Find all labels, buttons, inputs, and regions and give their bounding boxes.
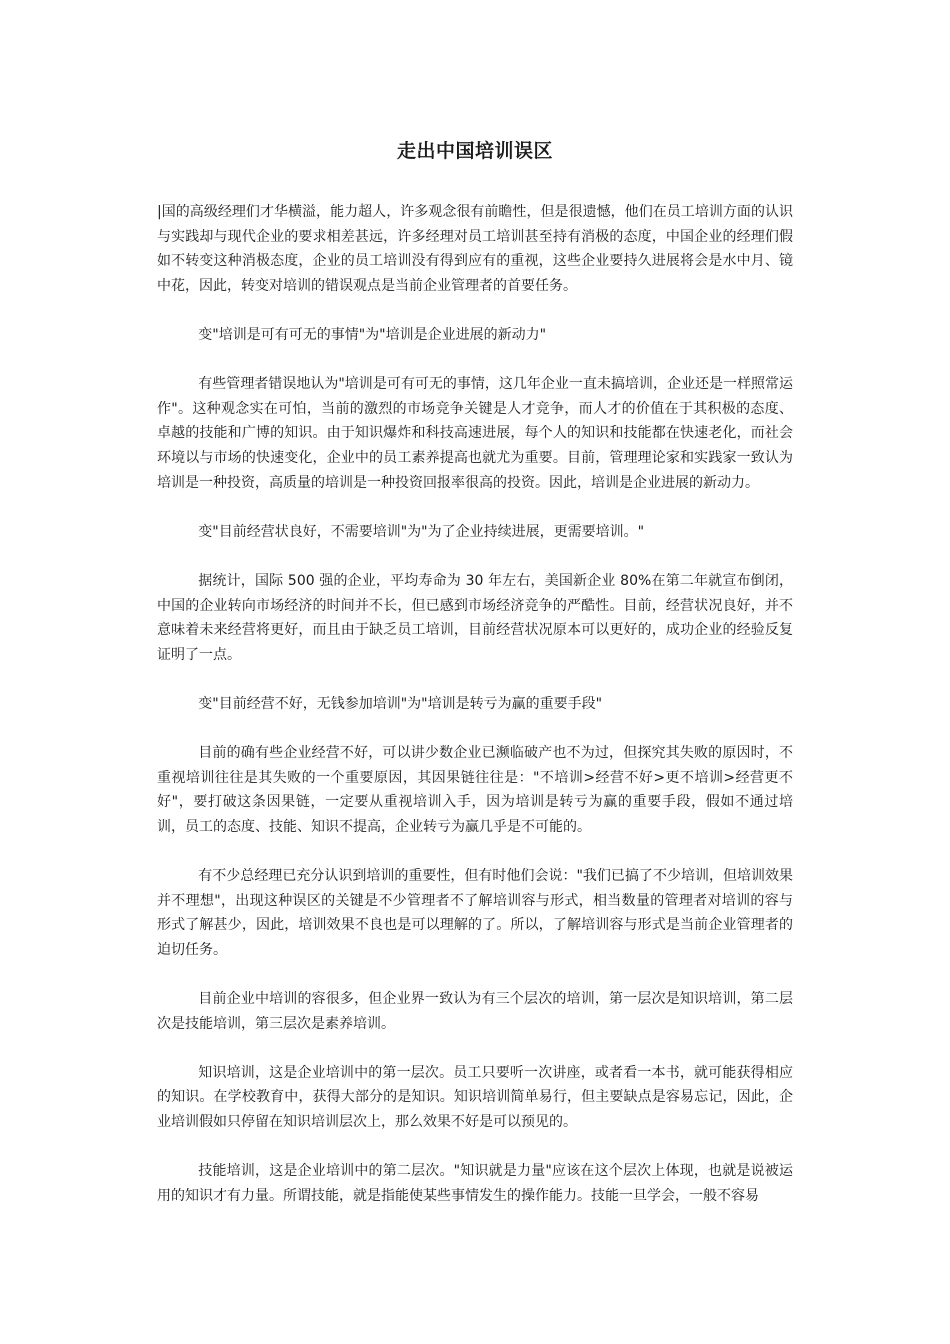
document-body <box>157 200 793 1233</box>
paragraph-intro: |国的高级经理们才华横溢，能力超人，许多观念很有前瞻性，但是很遗憾，他们在员工培训方面的认识与实践却与现代企业的要求相差甚远，许多经理对员工培训甚至持有消极的态度，中国企业的经理们假如不转变这种消极态度，企业的员工培训没有得到应有的重视，这些企业要持久进展将会是水中月、镜中花，因此，转变对培训的错误观点是当前企业管理者的首要任务。 <box>157 204 793 294</box>
document-title: 走出中国培训误区 <box>396 140 553 162</box>
paragraph-turnaround: 目前的确有些企业经营不好，可以讲少数企业已濒临破产也不为过，但探究其失败的原因时，不重视培训往往是其失败的一个重要原因，其因果链往往是："不培训>经营不好>更不培训>经营更不好"，要打破这条因果链，一定要从重视培训入手，因为培训是转亏为赢的重要手段，假如不通过培训，员工的态度、技能、知识不提高，企业转亏为赢几乎是不可能的。 <box>157 745 793 835</box>
paragraph-effectiveness: 有不少总经理已充分认识到培训的重要性，但有时他们会说："我们已搞了不少培训，但培训效果并不理想"，出现这种误区的关键是不少管理者不了解培训容与形式，相当数量的管理者对培训的容与形式了解甚少，因此，培训效果不良也是可以理解的了。所以，了解培训容与形式是当前企业管理者的迫切任务。 <box>157 868 793 958</box>
section-heading-sustain: 变"目前经营状良好，不需要培训"为"为了企业持续进展，更需要培训。" <box>198 523 645 540</box>
section-heading-turnaround: 变"目前经营不好，无钱参加培训"为"培训是转亏为赢的重要手段" <box>198 695 603 712</box>
section-heading-dynamic: 变"培训是可有可无的事情"为"培训是企业进展的新动力" <box>198 326 547 343</box>
paragraph-three-levels: 目前企业中培训的容很多，但企业界一致认为有三个层次的培训，第一层次是知识培训，第二层次是技能培训，第三层次是素养培训。 <box>157 991 793 1032</box>
paragraph-skill-training: 技能培训，这是企业培训中的第二层次。"知识就是力量"应该在这个层次上体现，也就是说被运用的知识才有力量。所谓技能，就是指能使某些事情发生的操作能力。技能一旦学会，一般不容易 <box>157 1163 793 1204</box>
paragraph-dynamic: 有些管理者错误地认为"培训是可有可无的事情，这几年企业一直未搞培训，企业还是一样照常运作"。这种观念实在可怕，当前的激烈的市场竞争关键是人才竞争，而人才的价值在于其积极的态度、卓越的技能和广博的知识。由于知识爆炸和科技高速进展，每个人的知识和技能都在快速老化，而社会环境以与市场的快速变化，企业中的员工素养提高也就尤为重要。目前，管理理论家和实践家一致认为培训是一种投资，高质量的培训是一种投资回报率很高的投资。因此，培训是企业进展的新动力。 <box>157 376 793 491</box>
paragraph-knowledge-training: 知识培训，这是企业培训中的第一层次。员工只要听一次讲座，或者看一本书，就可能获得相应的知识。在学校教育中，获得大部分的是知识。知识培训简单易行，但主要缺点是容易忘记，因此，企业培训假如只停留在知识培训层次上，那么效果不好是可以预见的。 <box>157 1064 793 1130</box>
paragraph-sustain: 据统计，国际 500 强的企业，平均寿命为 30 年左右，美国新企业 80%在第二年就宣布倒闭，中国的企业转向市场经济的时间并不长，但已感到市场经济竞争的严酷性。目前，经营状况良好，并不意味着未来经营将更好，而且由于缺乏员工培训，目前经营状况原本可以更好的，成功企业的经验反复证明了一点。 <box>157 572 793 663</box>
